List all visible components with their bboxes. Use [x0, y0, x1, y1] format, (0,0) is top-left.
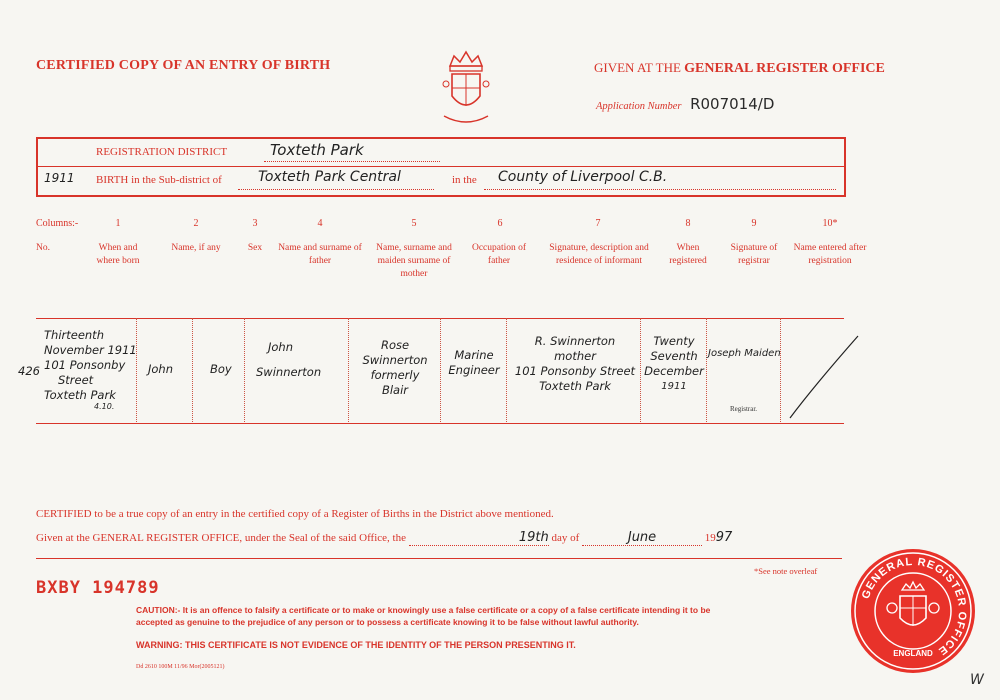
column-heading-mother: Name, surname and maiden surname of mother — [376, 243, 452, 279]
birth-year: 1911 — [44, 171, 75, 185]
entry-number: 426 — [18, 364, 40, 378]
column-number: 9 — [751, 218, 757, 229]
registered-line: Seventh — [650, 349, 698, 363]
county-value: County of Liverpool C.B. — [498, 169, 668, 185]
column-divider — [192, 318, 193, 422]
entry-name: John — [148, 362, 174, 376]
diagonal-cancel-stroke — [784, 326, 864, 422]
columns-label: Columns:- — [36, 218, 79, 229]
column-divider — [640, 318, 641, 422]
column-heading-when-registered: When registered — [669, 243, 707, 266]
column-number: 3 — [252, 218, 258, 229]
mother-line: Rose — [380, 338, 410, 352]
column-divider — [780, 318, 781, 422]
father-line: Swinnerton — [256, 365, 322, 379]
day-value: 19th — [518, 530, 549, 545]
column-divider — [348, 318, 349, 422]
registration-district-row — [38, 139, 844, 167]
district-box — [36, 137, 846, 197]
father-line: John — [268, 340, 294, 354]
column-divider — [244, 318, 245, 422]
column-heading-occupation: Occupation of father — [471, 243, 527, 266]
informant-line: Toxteth Park — [539, 379, 611, 393]
column-number: 4 — [317, 218, 323, 229]
entry-sex: Boy — [210, 362, 232, 376]
given-at-heading — [594, 60, 885, 77]
when-born-line: November 1911 — [44, 343, 137, 357]
column-heading-registrar: Signature of registrar — [730, 243, 778, 266]
mother-line: Blair — [381, 383, 409, 397]
royal-crest-icon — [440, 48, 492, 126]
application-number-row — [596, 95, 774, 113]
registration-district-value: Toxteth Park — [270, 141, 364, 159]
given-at-prefix: GIVEN AT THE — [594, 60, 681, 75]
when-born-line: Toxteth Park — [44, 388, 116, 402]
column-number: 8 — [685, 218, 691, 229]
informant-line: mother — [554, 349, 596, 363]
caution-text: CAUTION:- It is an offence to falsify a certificate or to make or knowingly use a false certificate or a copy of a false certificate intending it to be accepted as genuine to the prejudice of any person or to possess a certificate knowing it to be false without lawful authority. — [136, 605, 711, 627]
column-number: 1 — [115, 218, 121, 229]
column-heading-when-born: When and where born — [96, 243, 140, 266]
column-heading-sex: Sex — [247, 243, 263, 253]
column-divider — [506, 318, 507, 422]
day-field — [409, 530, 549, 546]
year-value: 97 — [715, 530, 733, 545]
certificate-serial-number: BXBY 194789 — [36, 578, 160, 598]
entry-registrar-signature: Joseph Maiden — [708, 348, 781, 359]
entry-when-registered — [644, 334, 704, 394]
column-number: 10* — [822, 218, 838, 229]
entry-father — [256, 340, 321, 380]
given-at-office: GENERAL REGISTER OFFICE — [684, 61, 885, 76]
mother-line: Swinnerton — [362, 353, 428, 367]
registered-line: 1911 — [661, 381, 687, 392]
seal-bottom-text: ENGLAND — [893, 649, 933, 658]
column-number: 7 — [595, 218, 601, 229]
sub-district-value: Toxteth Park Central — [258, 169, 401, 185]
when-born-line: Thirteenth — [44, 328, 104, 342]
entry-informant — [512, 334, 638, 394]
column-heading-name: Name, if any — [171, 243, 221, 253]
given-prefix: Given at the GENERAL REGISTER OFFICE, under the Seal of the said Office, the — [36, 532, 406, 544]
registered-line: December — [644, 364, 704, 378]
month-field — [582, 530, 702, 546]
when-born-line: 101 Ponsonby — [44, 358, 126, 372]
divider-line — [36, 558, 842, 559]
county-dotline — [484, 175, 836, 190]
warning-text: WARNING: THIS CERTIFICATE IS NOT EVIDENCE OF THE IDENTITY OF THE PERSON PRESENTING IT. — [136, 640, 576, 650]
when-born-line: Street — [58, 373, 94, 387]
column-number: 5 — [411, 218, 417, 229]
entry-occupation — [444, 348, 504, 378]
application-number-label: Application Number — [596, 101, 682, 112]
form-reference: Dd 2610 100M 11/96 Mor(2005121) — [136, 664, 225, 670]
month-value: June — [627, 530, 657, 545]
birth-time: 4.10. — [94, 402, 115, 411]
column-divider — [440, 318, 441, 422]
seal-text: GENERAL REGISTER OFFICE — [859, 555, 969, 658]
informant-line: 101 Ponsonby Street — [514, 364, 636, 378]
certificate-title: CERTIFIED COPY OF AN ENTRY OF BIRTH — [36, 58, 331, 73]
column-number: 2 — [193, 218, 199, 229]
application-number: R007014/D — [690, 95, 775, 113]
occupation-line: Engineer — [448, 363, 500, 377]
registrar-label: Registrar. — [730, 405, 758, 413]
year-prefix: 19 — [704, 532, 716, 544]
occupation-line: Marine — [454, 348, 494, 362]
sub-district-dotline — [238, 175, 434, 190]
column-divider — [706, 318, 707, 422]
column-heading-name-entered: Name entered after registration — [793, 243, 867, 266]
informant-line: R. Swinnerton — [534, 334, 616, 348]
see-note-overleaf: *See note overleaf — [754, 566, 818, 576]
column-heading-father: Name and surname of father — [278, 243, 362, 266]
given-at-line — [36, 530, 732, 546]
column-number: 6 — [497, 218, 503, 229]
registration-district-label: REGISTRATION DISTRICT — [96, 146, 228, 158]
column-heading-no: No. — [36, 243, 50, 253]
registered-line: Twenty — [653, 334, 695, 348]
day-label: day of — [551, 532, 580, 544]
in-the-label: in the — [452, 174, 477, 186]
general-register-office-seal — [848, 546, 978, 676]
entry-when-where-born — [44, 328, 140, 411]
corner-mark: W — [970, 672, 984, 688]
column-heading-informant: Signature, description and residence of informant — [549, 243, 649, 266]
mother-line: formerly — [370, 368, 420, 382]
sub-district-label: BIRTH in the Sub-district of — [96, 174, 222, 186]
district-dotline — [264, 147, 440, 162]
certification-statement: CERTIFIED to be a true copy of an entry in the certified copy of a Register of Births in the District above mentioned. — [36, 508, 554, 520]
entry-mother — [352, 338, 438, 398]
